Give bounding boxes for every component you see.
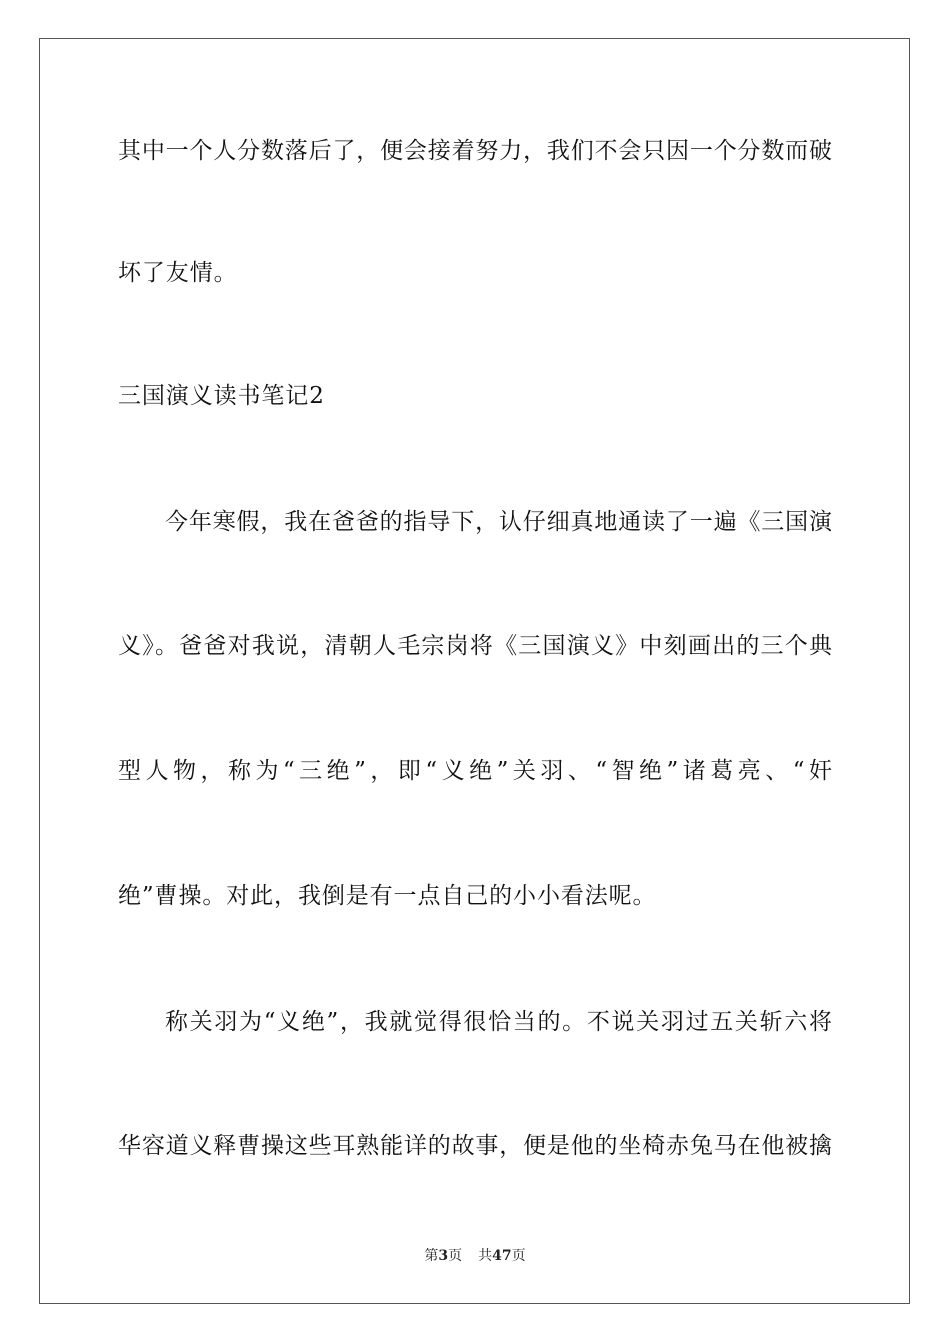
paragraph-line: 型人物，称为“三绝”，即“义绝”关羽、“智绝”诸葛亮、“奸 [118, 758, 832, 784]
paragraph-line: 称关羽为“义绝”，我就觉得很恰当的。不说关羽过五关斩六将 [165, 1009, 832, 1035]
paragraph-line: 其中一个人分数落后了，便会接着努力，我们不会只因一个分数而破 [118, 138, 832, 164]
section-heading: 三国演义读书笔记2 [118, 383, 325, 409]
paragraph-line: 绝”曹操。对此，我倒是有一点自己的小小看法呢。 [118, 883, 657, 909]
paragraph-line: 义》。爸爸对我说，清朝人毛宗岗将《三国演义》中刻画出的三个典 [118, 633, 832, 659]
paragraph-line: 今年寒假，我在爸爸的指导下，认仔细真地通读了一遍《三国演 [165, 509, 832, 535]
page-suffix: 页 [448, 1248, 463, 1264]
page-footer [0, 1247, 950, 1265]
page-prefix: 第 [424, 1248, 439, 1264]
total-prefix: 共 [478, 1248, 493, 1264]
paragraph-line: 坏了友情。 [118, 260, 238, 286]
page-number: 3 [438, 1248, 449, 1264]
paragraph-line: 华容道义释曹操这些耳熟能详的故事，便是他的坐椅赤兔马在他被擒 [118, 1133, 832, 1159]
total-pages: 47 [492, 1248, 512, 1264]
total-suffix: 页 [511, 1248, 526, 1264]
page-border [39, 38, 910, 1304]
